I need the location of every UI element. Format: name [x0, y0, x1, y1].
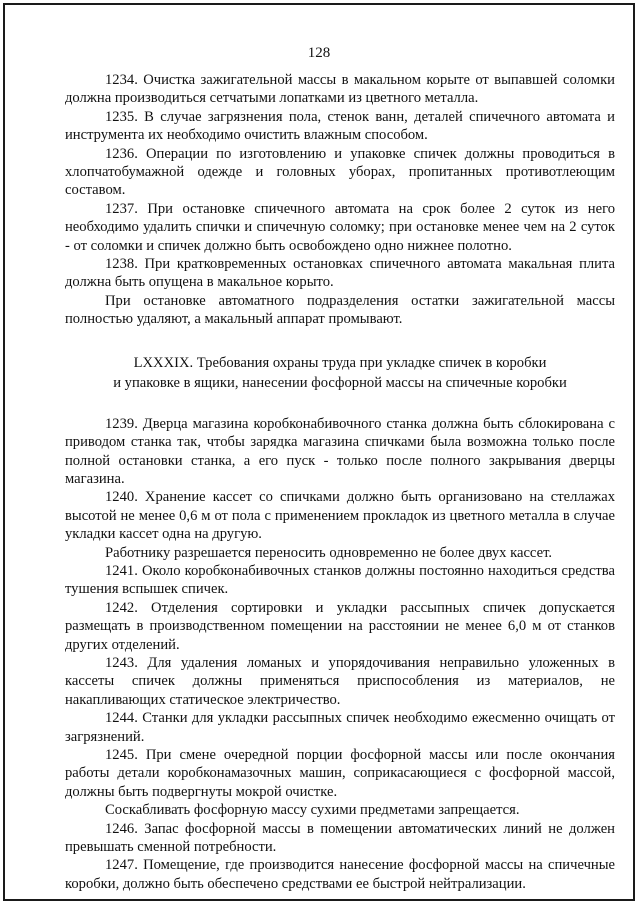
paragraph-1234: 1234. Очистка зажигательной массы в макальном корыте от выпавшей соломки должна производиться сетчатыми лопатками из цветного металла. [65, 72, 615, 107]
document-page [3, 3, 635, 901]
paragraph-1239: 1239. Дверца магазина коробконабивочного станка должна быть сблокирована с приводом станка так, чтобы зарядка магазина спичками была возможна только после полной остановки станка, а его пуск - только после полного закрывания дверцы магазина. [65, 415, 615, 487]
section-heading [65, 353, 615, 393]
section-heading-line-2: и упаковке в ящики, нанесении фосфорной массы на спичечные коробки [113, 374, 567, 391]
paragraph-1236: 1236. Операции по изготовлению и упаковке спичек должны проводиться в хлопчатобумажной одежде и головных уборах, пропитанных противотлеющим составом. [65, 145, 615, 199]
paragraph-1245: 1245. При смене очередной порции фосфорной массы или после окончания работы детали коробконамазочных машин, соприкасающиеся с фосфорной массой, должны быть подвергнуты мокрой очистке. [65, 747, 615, 800]
paragraph-1245-continued: Соскабливать фосфорную массу сухими предметами запрещается. [105, 802, 520, 819]
paragraph-1244: 1244. Станки для укладки рассыпных спичек необходимо ежесменно очищать от загрязнений. [65, 710, 615, 745]
paragraph-1241: 1241. Около коробконабивочных станков должны постоянно находиться средства тушения вспышек спичек. [65, 562, 615, 598]
paragraph-1242: 1242. Отделения сортировки и укладки рассыпных спичек допускается размещать в производственном помещении на расстоянии не менее 6,0 м от станков других отделений. [65, 599, 615, 653]
paragraph-1246: 1246. Запас фосфорной массы в помещении автоматических линий не должен превышать сменной потребности. [65, 820, 615, 856]
paragraph-1247: 1247. Помещение, где производится нанесение фосфорной массы на спичечные коробки, должно быть обеспечено средствами ее быстрой нейтрализации. [65, 857, 615, 892]
page-number: 128 [307, 45, 331, 61]
paragraph-1238-continued: При остановке автоматного подразделения остатки зажигательной массы полностью удаляют, а макальный аппарат промывают. [65, 292, 615, 328]
document-body [65, 71, 615, 893]
paragraph-1240-continued: Работнику разрешается переносить одновременно не более двух кассет. [105, 544, 552, 561]
paragraph-1237: 1237. При остановке спичечного автомата на срок более 2 суток из него необходимо удалить спички и спичечную соломку; при остановке менее чем на 2 суток - от соломки и спичек должно быть освобождено одно нижнее полотно. [65, 200, 615, 254]
paragraph-1238: 1238. При кратковременных остановках спичечного автомата макальная плита должна быть опущена в макальное корыто. [65, 256, 615, 291]
section-heading-line-1: LXXXIX. Требования охраны труда при укладке спичек в коробки [133, 354, 547, 371]
paragraph-1240: 1240. Хранение кассет со спичками должно быть организовано на стеллажах высотой не менее 0,6 м от пола с применением прокладок из цветного металла в случае укладки кассет одна на другую. [65, 489, 615, 543]
paragraph-1235: 1235. В случае загрязнения пола, стенок ванн, деталей спичечного автомата и инструмента их необходимо очистить влажным способом. [65, 108, 615, 144]
paragraph-1243: 1243. Для удаления ломаных и упорядочивания неправильно уложенных в кассеты спичек должны применяться приспособления из материалов, не накапливающих статическое электричество. [65, 654, 615, 708]
